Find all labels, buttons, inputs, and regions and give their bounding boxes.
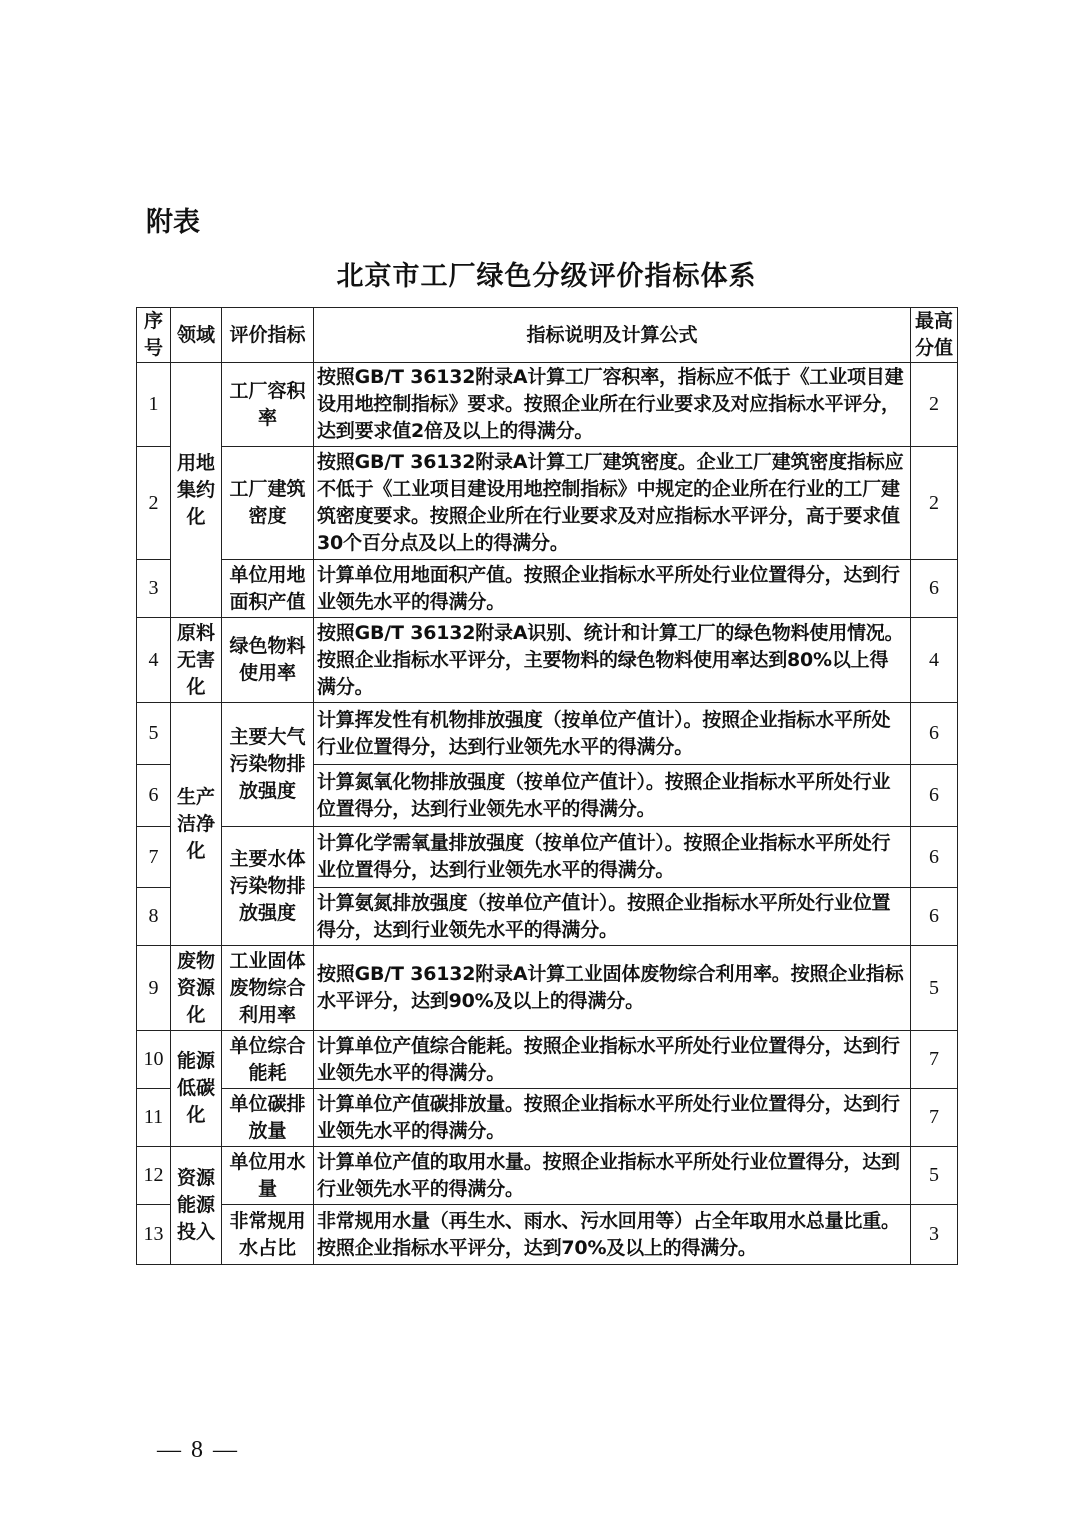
- row-description: 计算单位产值碳排放量。按照企业指标水平所处行业位置得分，达到行业领先水平的得满分。: [314, 1089, 911, 1147]
- row-seq: 6: [137, 765, 171, 827]
- header-seq: 序号: [137, 308, 171, 363]
- table-row: [137, 703, 958, 765]
- row-domain: 废物资源化: [171, 946, 222, 1031]
- row-domain: 能源低碳化: [171, 1031, 222, 1147]
- row-score: 6: [911, 888, 958, 946]
- header-description: 指标说明及计算公式: [314, 308, 911, 363]
- row-score: 4: [911, 618, 958, 703]
- row-score: 7: [911, 1031, 958, 1089]
- row-indicator: 工业固体废物综合利用率: [222, 946, 314, 1031]
- row-score: 6: [911, 765, 958, 827]
- row-seq: 8: [137, 888, 171, 946]
- row-seq: 13: [137, 1205, 171, 1265]
- row-indicator: 工厂建筑密度: [222, 447, 314, 560]
- table-header-row: [137, 308, 958, 363]
- row-domain: 用地集约化: [171, 363, 222, 618]
- row-seq: 2: [137, 447, 171, 560]
- row-domain: 原料无害化: [171, 618, 222, 703]
- row-indicator: 单位用水量: [222, 1147, 314, 1205]
- row-seq: 10: [137, 1031, 171, 1089]
- row-seq: 4: [137, 618, 171, 703]
- table-row: [137, 1147, 958, 1205]
- document-title: 北京市工厂绿色分级评价指标体系: [336, 261, 757, 292]
- row-score: 2: [911, 363, 958, 447]
- row-description: 按照GB/T 36132附录A计算工厂建筑密度。企业工厂建筑密度指标应不低于《工业项目建设用地控制指标》中规定的企业所在行业的工厂建筑密度要求。按照企业所在行业要求及对应指标水平评分，高于要求值30个百分点及以上的得满分。: [314, 447, 911, 560]
- row-seq: 7: [137, 827, 171, 888]
- header-domain: 领域: [171, 308, 222, 363]
- row-description: 按照GB/T 36132附录A计算工厂容积率，指标应不低于《工业项目建设用地控制指标》要求。按照企业所在行业要求及对应指标水平评分，达到要求值2倍及以上的得满分。: [314, 363, 911, 447]
- row-seq: 12: [137, 1147, 171, 1205]
- row-indicator: 单位碳排放量: [222, 1089, 314, 1147]
- indicator-table: [136, 307, 958, 1265]
- header-indicator: 评价指标: [222, 308, 314, 363]
- row-seq: 3: [137, 560, 171, 618]
- row-score: 3: [911, 1205, 958, 1265]
- row-indicator: 单位综合能耗: [222, 1031, 314, 1089]
- table-row: [137, 363, 958, 447]
- row-description: 计算单位用地面积产值。按照企业指标水平所处行业位置得分，达到行业领先水平的得满分。: [314, 560, 911, 618]
- row-seq: 5: [137, 703, 171, 765]
- annex-label: 附表: [146, 207, 200, 238]
- row-seq: 11: [137, 1089, 171, 1147]
- header-max-score: 最高分值: [911, 308, 958, 363]
- row-seq: 1: [137, 363, 171, 447]
- row-score: 6: [911, 560, 958, 618]
- row-score: 5: [911, 1147, 958, 1205]
- table-row: [137, 1089, 958, 1147]
- row-indicator: 主要大气污染物排放强度: [222, 703, 314, 827]
- row-description: 计算化学需氧量排放强度（按单位产值计）。按照企业指标水平所处行业位置得分，达到行业领先水平的得满分。: [314, 827, 911, 888]
- row-description: 计算单位产值的取用水量。按照企业指标水平所处行业位置得分，达到行业领先水平的得满分。: [314, 1147, 911, 1205]
- row-description: 计算单位产值综合能耗。按照企业指标水平所处行业位置得分，达到行业领先水平的得满分。: [314, 1031, 911, 1089]
- table-row: [137, 447, 958, 560]
- row-indicator: 主要水体污染物排放强度: [222, 827, 314, 946]
- page-number: — 8 —: [157, 1437, 239, 1463]
- table-row: [137, 618, 958, 703]
- row-indicator: 非常规用水占比: [222, 1205, 314, 1265]
- row-score: 7: [911, 1089, 958, 1147]
- row-description: 计算挥发性有机物排放强度（按单位产值计）。按照企业指标水平所处行业位置得分，达到行业领先水平的得满分。: [314, 703, 911, 765]
- row-description: 按照GB/T 36132附录A计算工业固体废物综合利用率。按照企业指标水平评分，达到90%及以上的得满分。: [314, 946, 911, 1031]
- row-domain: 资源能源投入: [171, 1147, 222, 1265]
- table-row: [137, 1205, 958, 1265]
- row-domain: 生产洁净化: [171, 703, 222, 946]
- row-description: 计算氨氮排放强度（按单位产值计）。按照企业指标水平所处行业位置得分，达到行业领先水平的得满分。: [314, 888, 911, 946]
- table-row: [137, 1031, 958, 1089]
- row-description: 计算氮氧化物排放强度（按单位产值计）。按照企业指标水平所处行业位置得分，达到行业领先水平的得满分。: [314, 765, 911, 827]
- table-row: [137, 827, 958, 888]
- row-indicator: 单位用地面积产值: [222, 560, 314, 618]
- table-row: [137, 560, 958, 618]
- row-description: 非常规用水量（再生水、雨水、污水回用等）占全年取用水总量比重。按照企业指标水平评分，达到70%及以上的得满分。: [314, 1205, 911, 1265]
- table-row: [137, 946, 958, 1031]
- row-score: 5: [911, 946, 958, 1031]
- row-indicator: 绿色物料使用率: [222, 618, 314, 703]
- row-score: 6: [911, 703, 958, 765]
- row-description: 按照GB/T 36132附录A识别、统计和计算工厂的绿色物料使用情况。按照企业指标水平评分，主要物料的绿色物料使用率达到80%以上得满分。: [314, 618, 911, 703]
- row-score: 2: [911, 447, 958, 560]
- row-seq: 9: [137, 946, 171, 1031]
- row-score: 6: [911, 827, 958, 888]
- row-indicator: 工厂容积率: [222, 363, 314, 447]
